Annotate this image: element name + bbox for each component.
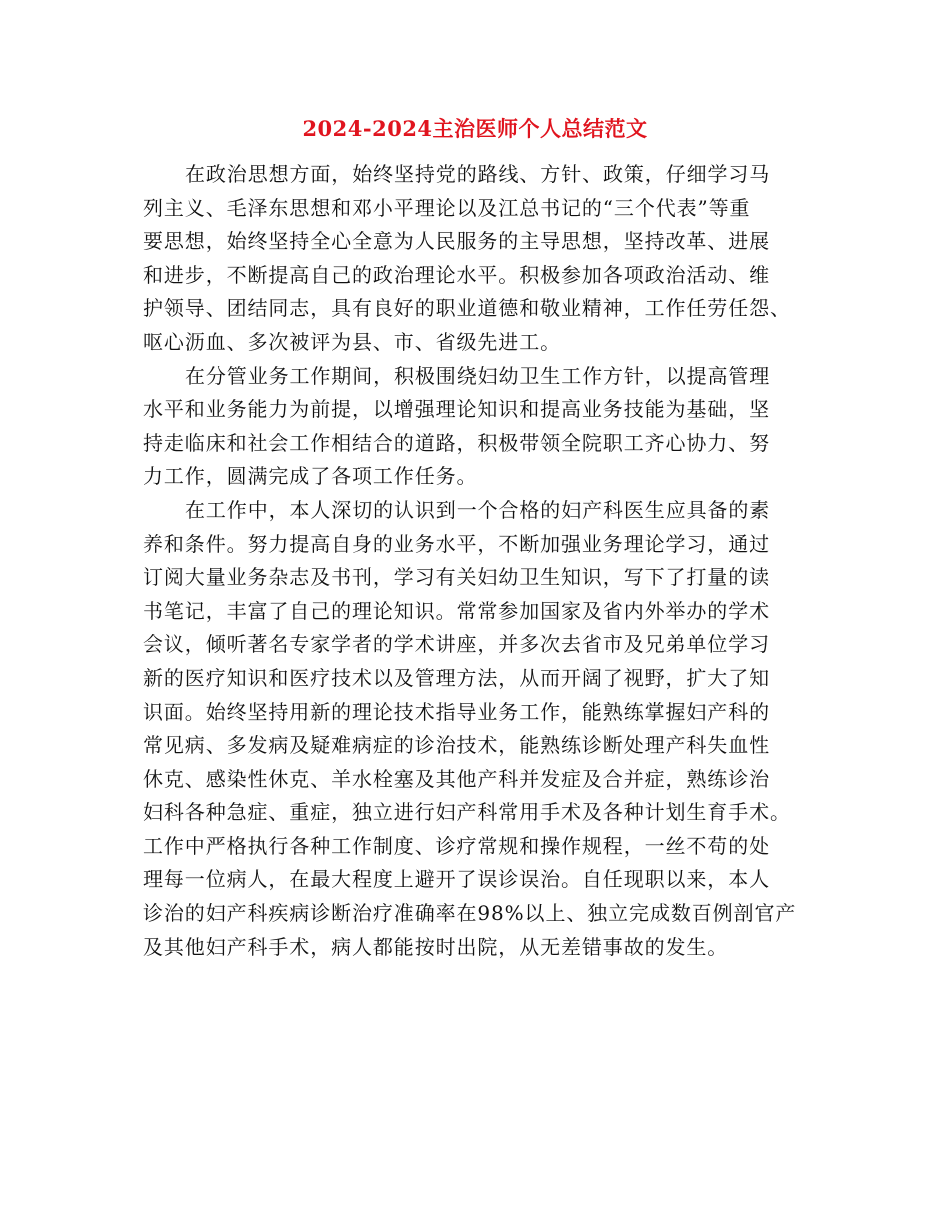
paragraph-line: 识面。始终坚持用新的理论技术指导业务工作，能熟练掌握妇产科的 <box>143 699 770 724</box>
paragraph-line: 养和条件。努力提高自身的业务水平，不断加强业务理论学习，通过 <box>143 531 770 556</box>
paragraph-line: 休克、感染性休克、羊水栓塞及其他产科并发症及合并症，熟练诊治 <box>143 766 770 791</box>
paragraph-line: 水平和业务能力为前提，以增强理论知识和提高业务技能为基础，坚 <box>143 397 770 422</box>
paragraph-line: 诊治的妇产科疾病诊断治疗准确率在98%以上、独立完成数百例剖官产 <box>143 901 797 926</box>
paragraph-clinical-work <box>143 494 807 964</box>
paragraph-line: 书笔记，丰富了自己的理论知识。常常参加国家及省内外举办的学术 <box>143 598 770 623</box>
document-body <box>143 158 807 964</box>
paragraph-line: 会议，倾听著名专家学者的学术讲座，并多次去省市及兄弟单位学习 <box>143 632 770 657</box>
paragraph-line: 常见病、多发病及疑难病症的诊治技术，能熟练诊断处理产科失血性 <box>143 733 770 758</box>
paragraph-line: 列主义、毛泽东思想和邓小平理论以及江总书记的“三个代表”等重 <box>143 195 751 220</box>
paragraph-line: 和进步，不断提高自己的政治理论水平。积极参加各项政治活动、维 <box>143 262 770 287</box>
paragraph-line: 在政治思想方面，始终坚持党的路线、方针、政策，仔细学习马 <box>185 162 771 186</box>
paragraph-line: 新的医疗知识和医疗技术以及管理方法，从而开阔了视野，扩大了知 <box>143 665 770 690</box>
paragraph-line: 在分管业务工作期间，积极围绕妇幼卫生工作方针，以提高管理 <box>185 363 771 388</box>
paragraph-line: 持走临床和社会工作相结合的道路，积极带领全院职工齐心协力、努 <box>143 430 770 455</box>
paragraph-line: 妇科各种急症、重症，独立进行妇产科常用手术及各种计划生育手术。 <box>143 800 791 825</box>
paragraph-line: 力工作，圆满完成了各项工作任务。 <box>143 464 478 489</box>
paragraph-line: 工作中严格执行各种工作制度、诊疗常规和操作规程，一丝不苟的处 <box>143 833 770 858</box>
paragraph-line: 理每一位病人，在最大程度上避开了误诊误治。自任现职以来，本人 <box>143 867 770 892</box>
paragraph-line: 在工作中，本人深切的认识到一个合格的妇产科医生应具备的素 <box>185 497 771 522</box>
paragraph-management-work <box>143 360 807 494</box>
paragraph-line: 护领导、团结同志，具有良好的职业道德和敬业精神，工作任劳任怨、 <box>143 296 791 321</box>
paragraph-line: 呕心沥血、多次被评为县、市、省级先进工。 <box>143 329 561 354</box>
paragraph-line: 订阅大量业务杂志及书刊，学习有关妇幼卫生知识，写下了打量的读 <box>143 565 770 590</box>
document-title: 2024-2024主治医师个人总结范文 <box>302 116 648 141</box>
paragraph-political-thought <box>143 158 807 360</box>
paragraph-line: 要思想，始终坚持全心全意为人民服务的主导思想，坚持改革、进展 <box>143 229 770 254</box>
paragraph-line: 及其他妇产科手术，病人都能按时出院，从无差错事故的发生。 <box>143 934 729 959</box>
